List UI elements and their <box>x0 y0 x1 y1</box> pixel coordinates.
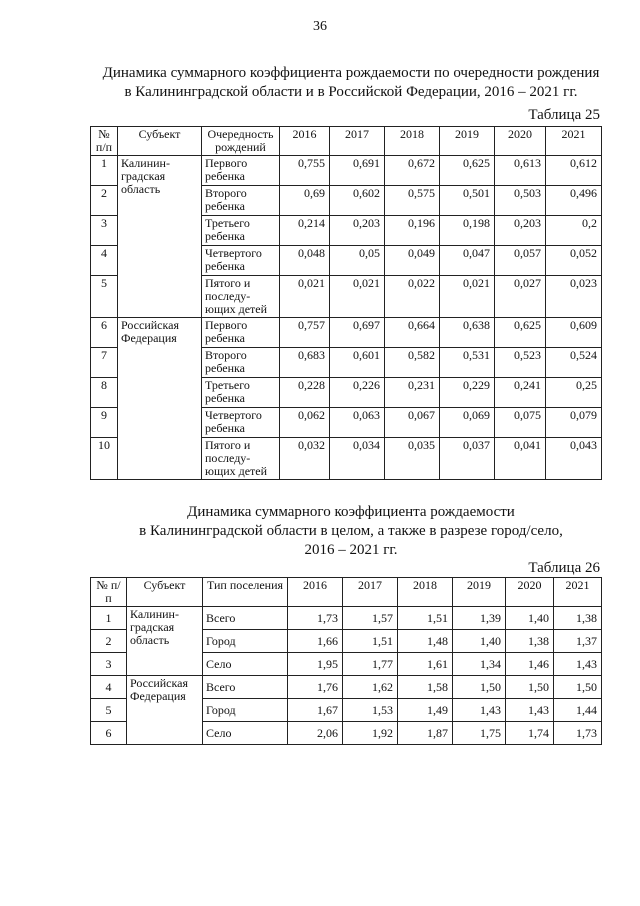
table26-settlement-type-cell: Город <box>203 630 288 653</box>
table25-row-number: 6 <box>91 318 118 348</box>
table26-value-cell: 1,76 <box>288 676 343 699</box>
table25-value-cell: 0,034 <box>330 438 385 480</box>
table26-value-cell: 1,37 <box>554 630 602 653</box>
table26-value-cell: 1,39 <box>453 607 506 630</box>
table26-header-cell: 2019 <box>453 578 506 607</box>
table25-value-cell: 0,021 <box>330 276 385 318</box>
table25-value-cell: 0,203 <box>495 216 546 246</box>
table25-value-cell: 0,228 <box>280 378 330 408</box>
table25-header-cell: Субъект <box>118 127 202 156</box>
table26-value-cell: 1,50 <box>453 676 506 699</box>
table26-value-cell: 1,38 <box>506 630 554 653</box>
table25-value-cell: 0,203 <box>330 216 385 246</box>
table26-row-number: 2 <box>91 630 127 653</box>
table26-title-line1: Динамика суммарного коэффициента рождаемости <box>187 504 515 520</box>
table26-row <box>91 676 602 699</box>
table25-title-line1: Динамика суммарного коэффициента рождаемости по очередности рождения <box>102 65 600 81</box>
table25-row-number: 4 <box>91 246 118 276</box>
table25-value-cell: 0,524 <box>546 348 602 378</box>
table25-value-cell: 0,609 <box>546 318 602 348</box>
table26-value-cell: 2,06 <box>288 722 343 745</box>
table25-value-cell: 0,021 <box>440 276 495 318</box>
table26-value-cell: 1,40 <box>453 630 506 653</box>
table26 <box>90 577 602 745</box>
table25-value-cell: 0,079 <box>546 408 602 438</box>
table26-row-number: 1 <box>91 607 127 630</box>
table25-value-cell: 0,041 <box>495 438 546 480</box>
table26-value-cell: 1,92 <box>343 722 398 745</box>
table25-row-number: 1 <box>91 156 118 186</box>
table25-header-cell: 2016 <box>280 127 330 156</box>
table25-value-cell: 0,214 <box>280 216 330 246</box>
table26-row-number: 3 <box>91 653 127 676</box>
table26-settlement-type-cell: Всего <box>203 607 288 630</box>
table26-value-cell: 1,53 <box>343 699 398 722</box>
table26-header-cell: Тип поселения <box>203 578 288 607</box>
table25-value-cell: 0,691 <box>330 156 385 186</box>
table25-value-cell: 0,049 <box>385 246 440 276</box>
table25-row-number: 3 <box>91 216 118 246</box>
table26-value-cell: 1,49 <box>398 699 453 722</box>
table25-value-cell: 0,05 <box>330 246 385 276</box>
table25-value-cell: 0,043 <box>546 438 602 480</box>
table26-value-cell: 1,62 <box>343 676 398 699</box>
table26-value-cell: 1,95 <box>288 653 343 676</box>
table25-header-cell: 2017 <box>330 127 385 156</box>
table26-value-cell: 1,40 <box>506 607 554 630</box>
table26-value-cell: 1,43 <box>554 653 602 676</box>
table25-value-cell: 0,021 <box>280 276 330 318</box>
table26-subject-cell: Калинин-градская область <box>127 607 203 676</box>
table25-title <box>60 64 640 102</box>
table25-row <box>91 156 602 186</box>
table25-value-cell: 0,625 <box>495 318 546 348</box>
table26-value-cell: 1,87 <box>398 722 453 745</box>
table25-value-cell: 0,198 <box>440 216 495 246</box>
table25-value-cell: 0,69 <box>280 186 330 216</box>
table26-value-cell: 1,50 <box>554 676 602 699</box>
table26-row-number: 6 <box>91 722 127 745</box>
table26-settlement-type-cell: Село <box>203 653 288 676</box>
table25 <box>90 126 602 480</box>
table25-value-cell: 0,625 <box>440 156 495 186</box>
table25-value-cell: 0,697 <box>330 318 385 348</box>
table26-value-cell: 1,43 <box>506 699 554 722</box>
table25-header-cell: 2020 <box>495 127 546 156</box>
table26-value-cell: 1,77 <box>343 653 398 676</box>
table25-value-cell: 0,602 <box>330 186 385 216</box>
table26-row-number: 4 <box>91 676 127 699</box>
table25-birth-order-cell: Пятого и последу-ющих детей <box>202 276 280 318</box>
table26-header-cell: 2018 <box>398 578 453 607</box>
table25-value-cell: 0,063 <box>330 408 385 438</box>
table25-value-cell: 0,613 <box>495 156 546 186</box>
table25-value-cell: 0,035 <box>385 438 440 480</box>
table25-value-cell: 0,501 <box>440 186 495 216</box>
table25-value-cell: 0,672 <box>385 156 440 186</box>
table25-value-cell: 0,575 <box>385 186 440 216</box>
table26-title-line3: 2016 – 2021 гг. <box>304 542 398 558</box>
table26-title-line2: в Калининградской области в целом, а также в разрезе город/село, <box>139 523 563 539</box>
table26-settlement-type-cell: Всего <box>203 676 288 699</box>
page-number: 36 <box>313 19 327 34</box>
table26-value-cell: 1,50 <box>506 676 554 699</box>
table25-value-cell: 0,047 <box>440 246 495 276</box>
table25-row-number: 7 <box>91 348 118 378</box>
table26-value-cell: 1,73 <box>288 607 343 630</box>
table25-value-cell: 0,062 <box>280 408 330 438</box>
table25-value-cell: 0,523 <box>495 348 546 378</box>
table25-value-cell: 0,069 <box>440 408 495 438</box>
table25-birth-order-cell: Пятого и последу-ющих детей <box>202 438 280 480</box>
table25-value-cell: 0,25 <box>546 378 602 408</box>
table26-settlement-type-cell: Село <box>203 722 288 745</box>
table25-value-cell: 0,067 <box>385 408 440 438</box>
table26-value-cell: 1,34 <box>453 653 506 676</box>
table26-row-number: 5 <box>91 699 127 722</box>
table25-value-cell: 0,032 <box>280 438 330 480</box>
table25-birth-order-cell: Первого ребенка <box>202 156 280 186</box>
table25-value-cell: 0,757 <box>280 318 330 348</box>
table26-value-cell: 1,57 <box>343 607 398 630</box>
table25-birth-order-cell: Второго ребенка <box>202 348 280 378</box>
table26-header-cell: № п/п <box>91 578 127 607</box>
table26-value-cell: 1,44 <box>554 699 602 722</box>
table25-birth-order-cell: Первого ребенка <box>202 318 280 348</box>
table25-birth-order-cell: Третьего ребенка <box>202 216 280 246</box>
table25-header-cell: № п/п <box>91 127 118 156</box>
table25-value-cell: 0,582 <box>385 348 440 378</box>
table26-header-cell: Субъект <box>127 578 203 607</box>
table26-header-cell: 2021 <box>554 578 602 607</box>
table25-value-cell: 0,612 <box>546 156 602 186</box>
table25-row-number: 5 <box>91 276 118 318</box>
table25-subject-cell: Калинин-градская область <box>118 156 202 318</box>
table25-row-number: 8 <box>91 378 118 408</box>
table25-subject-cell: Российская Федерация <box>118 318 202 480</box>
table26-value-cell: 1,61 <box>398 653 453 676</box>
table26-value-cell: 1,73 <box>554 722 602 745</box>
table25-value-cell: 0,023 <box>546 276 602 318</box>
table26-settlement-type-cell: Город <box>203 699 288 722</box>
table25-value-cell: 0,683 <box>280 348 330 378</box>
table26-title <box>60 503 640 560</box>
table25-value-cell: 0,503 <box>495 186 546 216</box>
table26-row <box>91 607 602 630</box>
table25-value-cell: 0,229 <box>440 378 495 408</box>
table25-value-cell: 0,755 <box>280 156 330 186</box>
table25-row <box>91 318 602 348</box>
table25-value-cell: 0,2 <box>546 216 602 246</box>
table25-header-row <box>91 127 602 156</box>
table25-value-cell: 0,531 <box>440 348 495 378</box>
table25-header-cell: 2018 <box>385 127 440 156</box>
table25-value-cell: 0,638 <box>440 318 495 348</box>
table26-value-cell: 1,66 <box>288 630 343 653</box>
table25-row-number: 2 <box>91 186 118 216</box>
table25-header-cell: 2019 <box>440 127 495 156</box>
table26-header-cell: 2017 <box>343 578 398 607</box>
table26-value-cell: 1,38 <box>554 607 602 630</box>
table26-label: Таблица 26 <box>528 560 600 576</box>
table25-birth-order-cell: Второго ребенка <box>202 186 280 216</box>
table25-value-cell: 0,231 <box>385 378 440 408</box>
table25-header-cell: 2021 <box>546 127 602 156</box>
table25-value-cell: 0,048 <box>280 246 330 276</box>
table26-value-cell: 1,48 <box>398 630 453 653</box>
table25-value-cell: 0,496 <box>546 186 602 216</box>
table26-subject-cell: Российская Федерация <box>127 676 203 745</box>
table25-label: Таблица 25 <box>528 107 600 123</box>
table26-value-cell: 1,75 <box>453 722 506 745</box>
table26-value-cell: 1,74 <box>506 722 554 745</box>
table25-value-cell: 0,037 <box>440 438 495 480</box>
table26-header-cell: 2016 <box>288 578 343 607</box>
table25-row-number: 10 <box>91 438 118 480</box>
table25-title-line2: в Калининградской области и в Российской Федерации, 2016 – 2021 гг. <box>124 84 578 100</box>
table25-value-cell: 0,241 <box>495 378 546 408</box>
table26-value-cell: 1,67 <box>288 699 343 722</box>
table26-value-cell: 1,58 <box>398 676 453 699</box>
table25-value-cell: 0,022 <box>385 276 440 318</box>
table25-birth-order-cell: Четвертого ребенка <box>202 246 280 276</box>
table26-value-cell: 1,46 <box>506 653 554 676</box>
table26-value-cell: 1,43 <box>453 699 506 722</box>
table25-value-cell: 0,075 <box>495 408 546 438</box>
table26-header-cell: 2020 <box>506 578 554 607</box>
table26-value-cell: 1,51 <box>343 630 398 653</box>
table25-value-cell: 0,027 <box>495 276 546 318</box>
table25-birth-order-cell: Третьего ребенка <box>202 378 280 408</box>
table25-value-cell: 0,057 <box>495 246 546 276</box>
table26-value-cell: 1,51 <box>398 607 453 630</box>
table25-header-cell: Очередность рождений <box>202 127 280 156</box>
table25-value-cell: 0,664 <box>385 318 440 348</box>
table25-birth-order-cell: Четвертого ребенка <box>202 408 280 438</box>
table25-value-cell: 0,226 <box>330 378 385 408</box>
table25-value-cell: 0,052 <box>546 246 602 276</box>
table25-row-number: 9 <box>91 408 118 438</box>
table25-value-cell: 0,601 <box>330 348 385 378</box>
table26-header-row <box>91 578 602 607</box>
table25-value-cell: 0,196 <box>385 216 440 246</box>
